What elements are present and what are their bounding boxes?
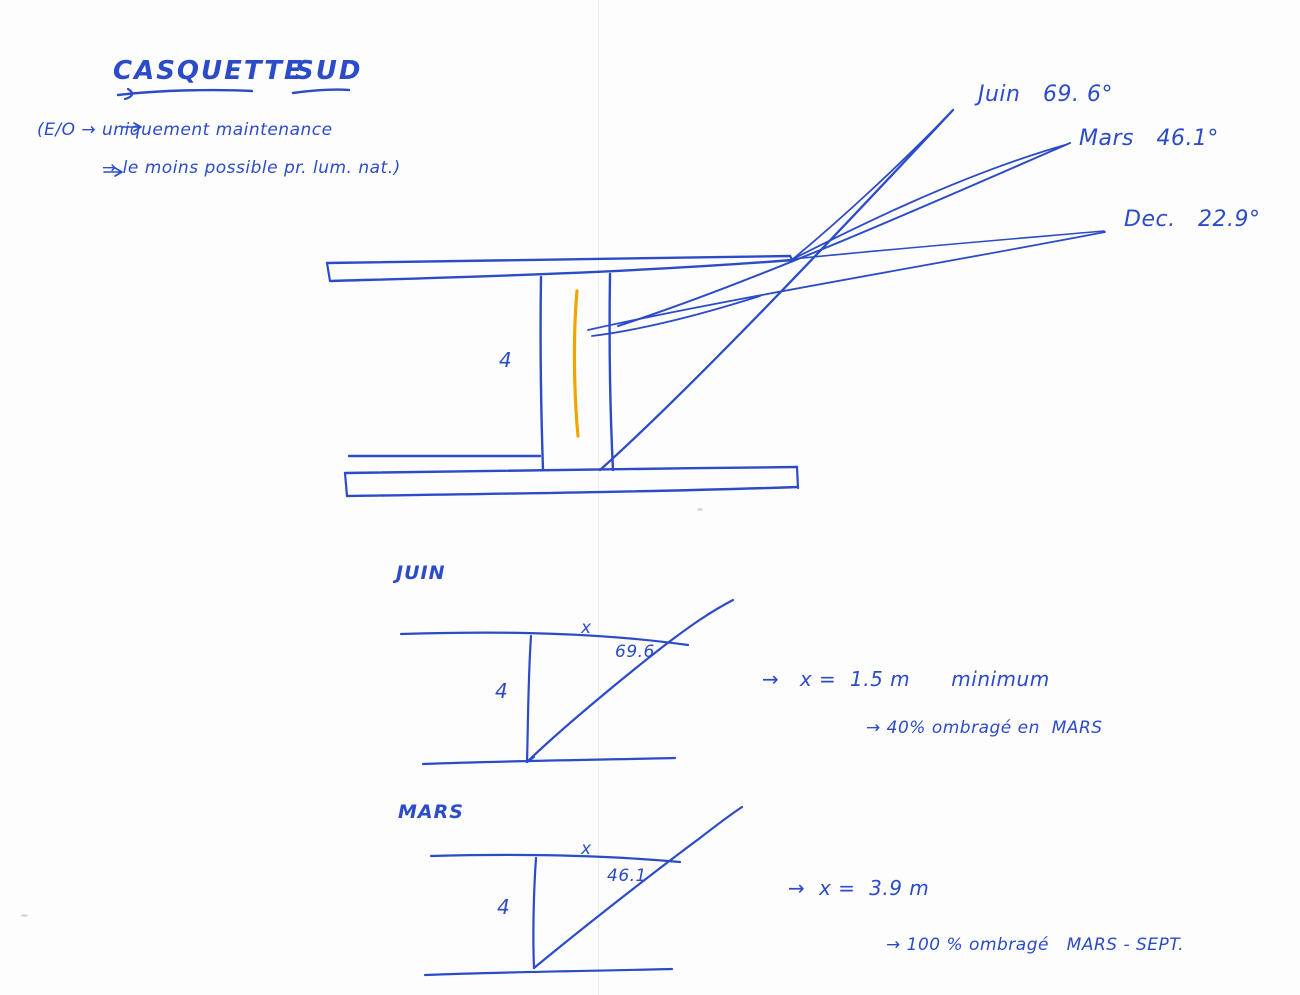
juin-ground-line — [423, 758, 675, 764]
case-mars-angle-label: 46.1 — [607, 866, 647, 886]
case-juin-x-label: x — [581, 618, 592, 638]
juin-sun-ray — [527, 600, 733, 762]
sun-ray-mars — [618, 143, 1070, 326]
canopy-top-edge — [327, 256, 790, 263]
page-title: CASQUETTE — [113, 56, 304, 86]
juin-corner-tick — [527, 757, 534, 762]
highlight-stroke — [574, 291, 578, 436]
case-mars-result-2: → 100 % ombragé MARS - SEPT. — [886, 935, 1185, 955]
sun-angle-label-juin: Juin 69. 6° — [978, 82, 1113, 107]
ground-bottom-edge — [347, 487, 798, 496]
case-juin-result-1: → x = 1.5 m minimum — [762, 667, 1050, 691]
title-underline-hook — [125, 89, 132, 99]
ground-right-cap — [797, 467, 798, 488]
sun-ray-juin — [600, 110, 953, 470]
paper-speck — [697, 508, 703, 511]
case-label-juin: JUIN — [396, 562, 446, 584]
sun-ray-mars-tail — [592, 296, 760, 336]
mars-sun-ray — [534, 807, 742, 968]
note-line-2: → le moins possible pr. lum. nat.) — [102, 158, 401, 178]
title-underline — [118, 90, 252, 95]
case-mars-height-label: 4 — [497, 895, 511, 919]
main-diagram-height-label: 4 — [499, 348, 513, 372]
sun-ray-mars-upper — [793, 145, 1065, 259]
page-title-suffix: SUD — [295, 56, 363, 86]
sun-ray-dec-upper — [793, 231, 1104, 259]
sun-angle-label-dec: Dec. 22.9° — [1124, 207, 1261, 232]
case-mars-result-1: → x = 3.9 m — [788, 876, 930, 900]
ground-left-cap — [345, 473, 347, 496]
paper-speck — [21, 914, 28, 917]
case-juin-result-2: → 40% ombragé en MARS — [866, 718, 1103, 738]
case-juin-angle-label: 69.6 — [615, 642, 655, 662]
wall-line-right — [610, 274, 613, 470]
sun-ray-juin-upper — [793, 112, 951, 259]
sun-ray-dec — [588, 232, 1105, 330]
ground-top-edge — [345, 467, 797, 473]
note-line-1: (E/O → uniquement maintenance — [37, 120, 333, 140]
juin-vertical-line — [527, 636, 531, 762]
case-juin-height-label: 4 — [495, 679, 509, 703]
case-label-mars: MARS — [398, 801, 464, 823]
case-mars-x-label: x — [581, 839, 592, 859]
canopy-bottom-edge — [331, 260, 793, 281]
mars-canopy-line — [431, 855, 680, 862]
canopy-left-cap — [327, 263, 330, 281]
title-suffix-underline — [293, 90, 349, 93]
mars-vertical-line — [533, 858, 536, 968]
sun-angle-label-mars: Mars 46.1° — [1079, 126, 1219, 151]
wall-line-left — [541, 277, 543, 470]
page-fold-line — [598, 0, 599, 995]
mars-ground-line — [425, 969, 672, 975]
canopy-right-cap — [790, 256, 793, 261]
